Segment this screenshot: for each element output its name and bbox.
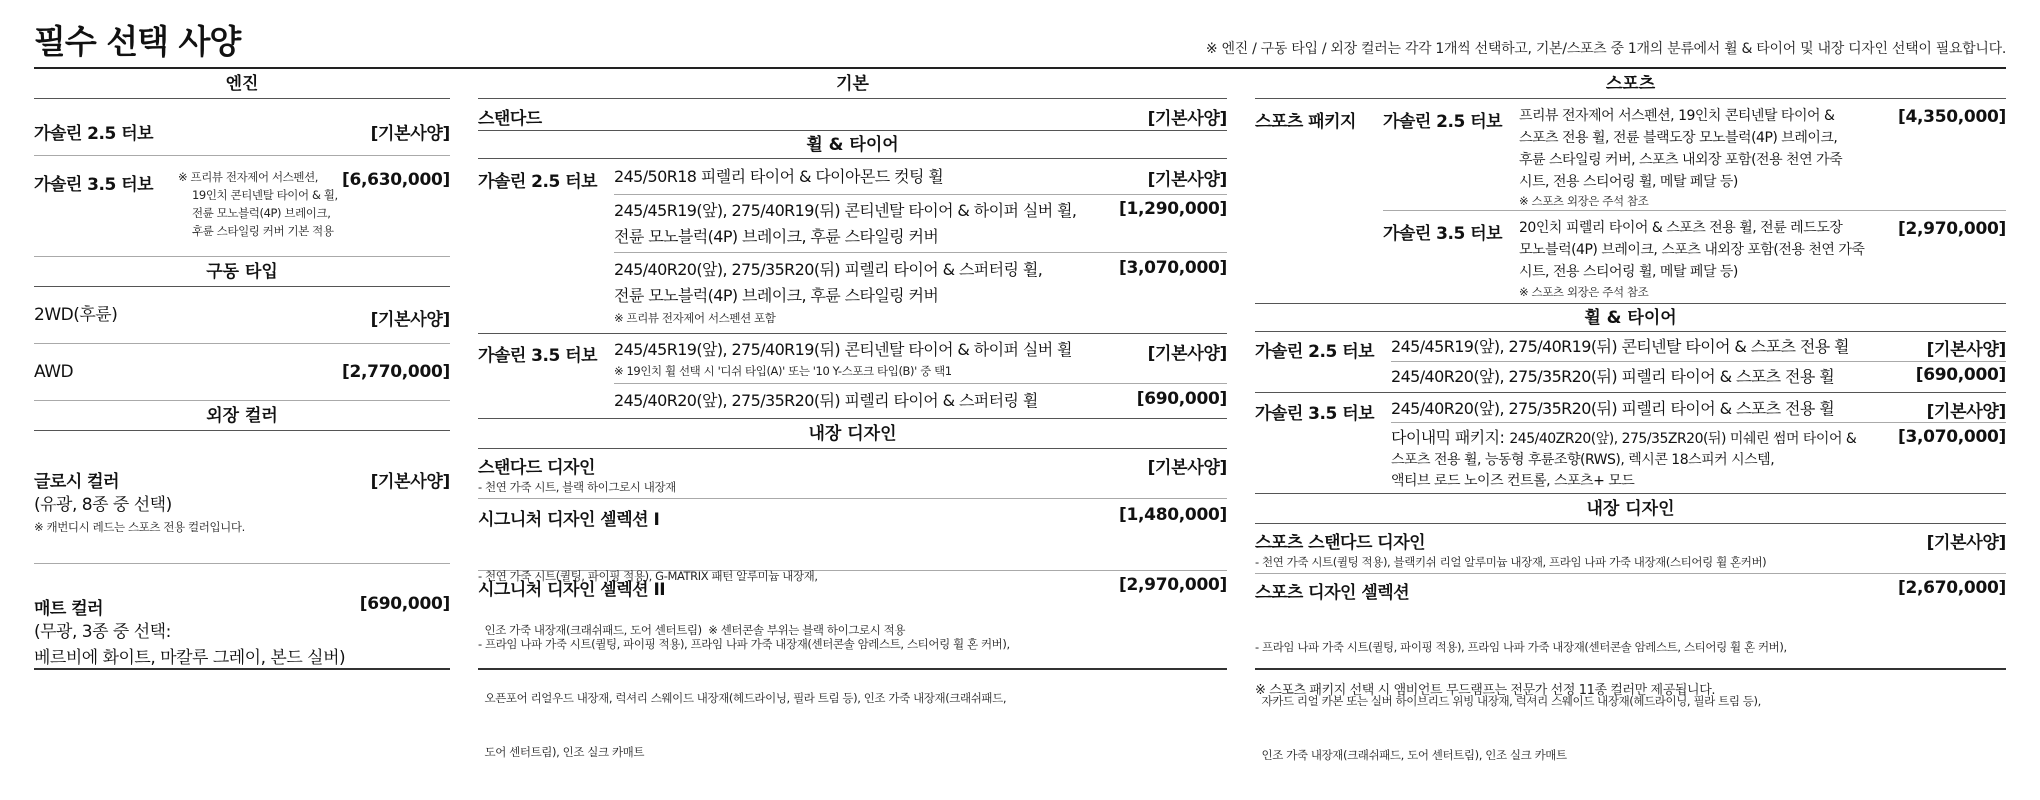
interior-label: 시그니처 디자인 셀렉션 I: [478, 510, 660, 530]
color-note: ※ 캐번디시 레드는 스포츠 전용 컬러입니다.: [34, 520, 245, 534]
bottom-divider: [34, 668, 450, 670]
standard-price: [기본사양]: [1147, 109, 1227, 129]
page-title: 필수 선택 사양: [34, 22, 241, 61]
color-sub: (무광, 3종 중 선택:: [34, 622, 171, 642]
wheel-header: 휠 & 타이어: [478, 131, 1227, 159]
sports-wheel-header: 휠 & 타이어: [1255, 304, 2006, 332]
package-engine: 가솔린 2.5 터보: [1383, 112, 1503, 132]
package-option[interactable]: [1383, 211, 2006, 303]
package-desc: [1519, 217, 1864, 283]
interior-desc-line: 자카드 리얼 카본 또는 실버 하이브리드 위빙 내장재, 럭셔리 스웨이드 내장재(헤드라이닝, 필라 트림 등),: [1255, 694, 1761, 708]
package-desc-line: 프리뷰 전자제어 서스펜션, 19인치 콘티넨탈 타이어 &: [1519, 108, 1835, 124]
interior-label: 스포츠 디자인 셀렉션: [1255, 583, 1410, 603]
dynamic-desc: [1391, 427, 1856, 492]
wheel-price: [690,000]: [1136, 389, 1227, 409]
wheel-desc-line: 245/45R19(앞), 275/40R19(뒤) 콘티넨탈 타이어 & 하이퍼 실버 휠,: [614, 201, 1077, 220]
wheel-price: [3,070,000]: [1119, 258, 1227, 278]
dynamic-desc-line: 액티브 로드 노이즈 컨트롤, 스포츠+ 모드: [1391, 473, 1635, 489]
wheel-group-35: [478, 334, 1227, 419]
interior-option[interactable]: [478, 571, 1227, 759]
selection-note: ※ 엔진 / 구동 타입 / 외장 컬러는 각각 1개씩 선택하고, 기본/스포츠 중 1개의 분류에서 휠 & 타이어 및 내장 디자인 선택이 필요합니다.: [1205, 41, 2006, 57]
engine-note: [178, 168, 348, 240]
interior-label: 시그니처 디자인 셀렉션 II: [478, 580, 666, 600]
package-note: ※ 스포츠 외장은 주석 참조: [1519, 285, 1649, 299]
drive-row[interactable]: [34, 344, 450, 401]
engine-row[interactable]: [34, 156, 450, 257]
wheel-option[interactable]: [614, 334, 1227, 384]
interior-desc-line: - 프라임 나파 가죽 시트(퀼팅, 파이핑 적용), 프라임 나파 가죽 내장재(센터콘솔 암레스트, 스티어링 휠 혼 커버),: [478, 637, 1010, 651]
package-option[interactable]: [1383, 99, 2006, 211]
wheel-note: ※ 프리뷰 전자제어 서스펜션 포함: [614, 311, 776, 325]
middle-column: [478, 69, 1227, 759]
engine-row[interactable]: [34, 99, 450, 156]
package-desc: [1519, 105, 1842, 193]
interior-desc: - 천연 가죽 시트, 블랙 하이그로시 내장재: [478, 480, 676, 494]
wheel-desc: [614, 257, 1042, 309]
package-note: ※ 스포츠 외장은 주석 참조: [1519, 194, 1649, 208]
package-desc-line: 시트, 전용 스티어링 휠, 메탈 페달 등): [1519, 174, 1738, 190]
wheel-price: [기본사양]: [1926, 402, 2006, 422]
standard-row[interactable]: [478, 99, 1227, 131]
wheel-desc: 245/40R20(앞), 275/35R20(뒤) 피렐리 타이어 & 스퍼터링 휠: [614, 391, 1038, 410]
drive-header: 구동 타입: [34, 257, 450, 287]
bottom-divider: [1255, 668, 2006, 670]
package-desc-line: 스포츠 전용 휠, 전륜 블랙도장 모노블럭(4P) 브레이크,: [1519, 130, 1838, 146]
drive-price: [기본사양]: [370, 310, 450, 330]
dynamic-package-option[interactable]: [1391, 423, 2006, 493]
interior-desc-line: 인조 가죽 내장재(크래쉬패드, 도어 센터트림) ※ 센터콘솔 부위는 블랙 하이그로시 적용: [478, 623, 906, 637]
interior-price: [2,970,000]: [1119, 575, 1227, 595]
wheel-desc: 245/45R19(앞), 275/40R19(뒤) 콘티넨탈 타이어 & 스포츠 전용 휠: [1391, 337, 1849, 356]
sports-package-group: [1255, 99, 2006, 304]
bottom-divider: [478, 668, 1227, 670]
interior-desc-line: - 프라임 나파 가죽 시트(퀼팅, 파이핑 적용), 프라임 나파 가죽 내장재(센터콘솔 암레스트, 스티어링 휠 혼 커버),: [1255, 640, 1787, 654]
engine-label: 가솔린 3.5 터보: [478, 346, 598, 366]
sports-wheel-group-35: [1255, 393, 2006, 494]
package-desc-line: 모노블럭(4P) 브레이크, 스포츠 내외장 포함(전용 천연 가죽: [1519, 242, 1865, 258]
wheel-desc: 245/50R18 피렐리 타이어 & 다이아몬드 컷팅 휠: [614, 167, 944, 186]
package-engine: 가솔린 3.5 터보: [1383, 224, 1503, 244]
sports-interior-header: 내장 디자인: [1255, 494, 2006, 524]
drive-row[interactable]: [34, 287, 450, 344]
color-label: 매트 컬러: [34, 599, 104, 619]
wheel-price: [1,290,000]: [1119, 199, 1227, 219]
dynamic-price: [3,070,000]: [1898, 427, 2006, 447]
wheel-price: [기본사양]: [1926, 340, 2006, 360]
interior-desc-line: - 천연 가죽 시트(퀼팅, 파이핑 적용), G-MATRIX 패턴 알루미늄 내장재,: [478, 569, 818, 583]
interior-desc-line: 오픈포어 리얼우드 내장재, 럭셔리 스웨이드 내장재(헤드라이닝, 필라 트림 등), 인조 가죽 내장재(크래쉬패드,: [478, 691, 1007, 705]
dynamic-desc-line: 스포츠 전용 휠, 능동형 후륜조향(RWS), 렉시콘 18스피커 시스템,: [1391, 452, 1775, 468]
wheel-option[interactable]: [1391, 332, 2006, 362]
engine-note-line: 전륜 모노블럭(4P) 브레이크,: [192, 206, 331, 220]
engine-price: [6,630,000]: [342, 170, 450, 190]
engine-label: 가솔린 2.5 터보: [34, 124, 154, 144]
wheel-price: [기본사양]: [1147, 170, 1227, 190]
wheel-price: [기본사양]: [1147, 344, 1227, 364]
interior-option[interactable]: [1255, 524, 2006, 574]
interior-desc: [1255, 602, 1787, 800]
wheel-desc: 245/40R20(앞), 275/35R20(뒤) 피렐리 타이어 & 스포츠 전용 휠: [1391, 399, 1835, 418]
dynamic-label: 다이내믹 패키지:: [1391, 428, 1505, 447]
sports-wheel-group-25: [1255, 332, 2006, 393]
standard-label: 스탠다드: [478, 109, 542, 129]
package-desc-line: 20인치 피렐리 타이어 & 스포츠 전용 휠, 전륜 레드도장: [1519, 220, 1843, 236]
wheel-option[interactable]: [614, 159, 1227, 195]
interior-desc: - 천연 가죽 시트(퀼팅 적용), 블랙키쉬 리얼 알루미늄 내장재, 프라임 나파 가죽 내장재(스티어링 휠 혼커버): [1255, 555, 1767, 569]
engine-label: 가솔린 3.5 터보: [1255, 404, 1375, 424]
wheel-desc-line: 전륜 모노블럭(4P) 브레이크, 후륜 스타일링 커버: [614, 227, 939, 246]
sports-footnote: ※ 스포츠 패키지 선택 시 앰비언트 무드램프는 전문가 선정 11종 컬러만 제공됩니다.: [1255, 683, 1716, 698]
wheel-desc: [614, 198, 1076, 250]
engine-label: 가솔린 2.5 터보: [1255, 342, 1375, 362]
color-sub: 베르비에 화이트, 마칼루 그레이, 본드 실버): [34, 648, 346, 668]
interior-label: 스탠다드 디자인: [478, 458, 595, 478]
wheel-option[interactable]: [614, 195, 1227, 253]
wheel-option[interactable]: [614, 384, 1227, 418]
color-header: 외장 컬러: [34, 401, 450, 431]
package-desc-line: 후륜 스타일링 커버, 스포츠 내외장 포함(전용 천연 가죽: [1519, 152, 1843, 168]
package-desc-line: 시트, 전용 스티어링 휠, 메탈 페달 등): [1519, 264, 1738, 280]
interior-desc: [478, 599, 1010, 797]
engine-note-line: 19인치 콘티넨탈 타이어 & 휠,: [192, 188, 338, 202]
color-sub: (유광, 8종 중 선택): [34, 495, 172, 515]
wheel-desc: 245/45R19(앞), 275/40R19(뒤) 콘티넨탈 타이어 & 하이퍼 실버 휠: [614, 340, 1072, 359]
sports-header: 스포츠: [1255, 69, 2006, 99]
interior-price: [기본사양]: [1147, 458, 1227, 478]
interior-price: [1,480,000]: [1119, 505, 1227, 525]
engine-note-line: ※ 프리뷰 전자제어 서스펜션,: [178, 170, 319, 184]
engine-label: 가솔린 3.5 터보: [34, 175, 154, 195]
engine-price: [기본사양]: [370, 124, 450, 144]
package-price: [4,350,000]: [1898, 107, 2006, 127]
engine-note-line: 후륜 스타일링 커버 기본 적용: [192, 224, 334, 238]
interior-price: [기본사양]: [1926, 533, 2006, 553]
wheel-desc: 245/40R20(앞), 275/35R20(뒤) 피렐리 타이어 & 스포츠 전용 휠: [1391, 367, 1835, 386]
color-price: [690,000]: [359, 594, 450, 614]
engine-label: 가솔린 2.5 터보: [478, 172, 598, 192]
interior-desc-line: 인조 가죽 내장재(크래쉬패드, 도어 센터트림), 인조 실크 카매트: [1255, 748, 1567, 762]
interior-label: 스포츠 스탠다드 디자인: [1255, 533, 1426, 553]
drive-label: AWD: [34, 362, 74, 382]
interior-option[interactable]: [478, 449, 1227, 499]
engine-header: 엔진: [34, 69, 450, 99]
interior-desc-line: 도어 센터트림), 인조 실크 카매트: [478, 745, 645, 759]
color-row[interactable]: [34, 431, 450, 564]
wheel-group-25: [478, 159, 1227, 334]
wheel-desc-line: 전륜 모노블럭(4P) 브레이크, 후륜 스타일링 커버: [614, 286, 939, 305]
wheel-price: [690,000]: [1915, 365, 2006, 385]
interior-header: 내장 디자인: [478, 419, 1227, 449]
color-label: 글로시 컬러: [34, 472, 120, 492]
interior-price: [2,670,000]: [1898, 578, 2006, 598]
package-price: [2,970,000]: [1898, 219, 2006, 239]
drive-label: 2WD(후륜): [34, 305, 118, 325]
left-column: [34, 69, 450, 689]
package-label: 스포츠 패키지: [1255, 112, 1356, 132]
color-row[interactable]: [34, 564, 450, 689]
wheel-desc-line: 245/40R20(앞), 275/35R20(뒤) 피렐리 타이어 & 스퍼터링 휠,: [614, 260, 1043, 279]
color-price: [기본사양]: [370, 472, 450, 492]
dynamic-desc-line: 245/40ZR20(앞), 275/35ZR20(뒤) 미쉐린 썸머 타이어 &: [1509, 431, 1857, 447]
wheel-option[interactable]: [1391, 362, 2006, 392]
wheel-note: ※ 19인치 휠 선택 시 '디쉬 타입(A)' 또는 '10 Y-스포크 타입(B)' 중 택1: [614, 364, 952, 378]
wheel-option[interactable]: [614, 253, 1227, 333]
drive-price: [2,770,000]: [342, 362, 450, 382]
wheel-option[interactable]: [1391, 393, 2006, 423]
basic-header: 기본: [478, 69, 1227, 99]
